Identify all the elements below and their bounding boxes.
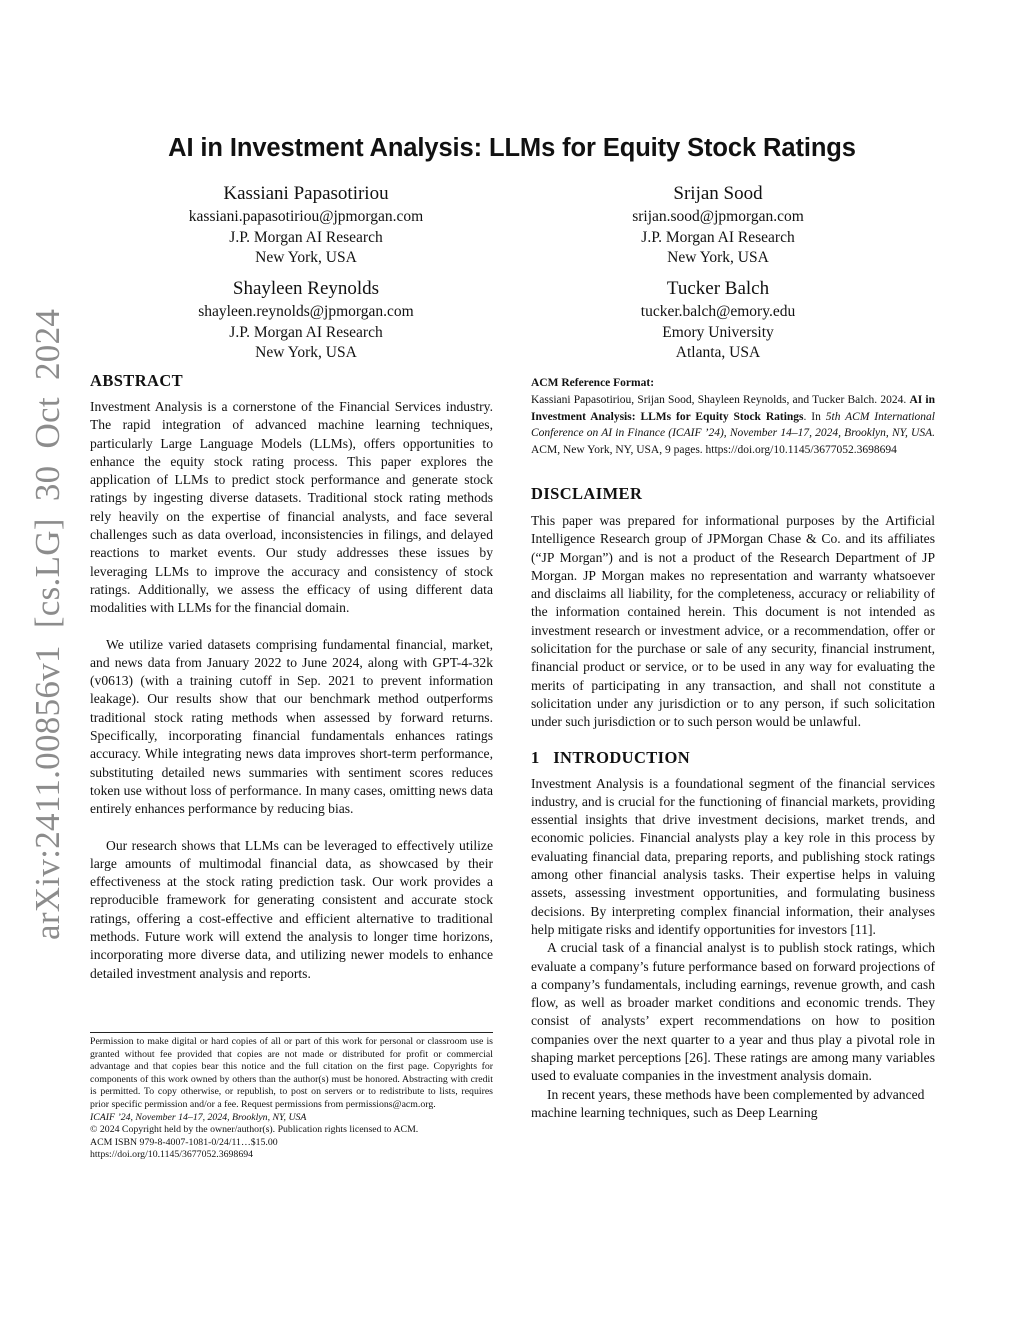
author-name: Srijan Sood <box>673 183 763 204</box>
conference-name: ICAIF ’24, November 14–17, 2024, Brooklyn, NY, USA <box>90 1111 307 1123</box>
abstract-heading: ABSTRACT <box>90 371 184 390</box>
author-block <box>96 277 516 364</box>
abstract-section <box>90 371 493 983</box>
reference-publisher-doi[interactable]: ACM, New York, NY, USA, 9 pages. https://doi.org/10.1145/3677052.3698694 <box>531 444 897 457</box>
reference-title: AI in Investment Analysis: LLMs for Equity Stock Ratings <box>531 393 935 423</box>
conference-line <box>90 1112 493 1125</box>
disclaimer-text: This paper was prepared for informational purposes by the Artificial Intelligence Research group of JPMorgan Chase & Co. and its affiliates (“JP Morgan”) and is not a product of the Research Department of JP Morgan. JP Morgan makes no representation and warranty whatsoever and disclaims all liability, for the completeness, accuracy or reliability of the information contained herein. This document is not intended as investment research or investment advice, or a recommendation, offer or solicitation for the purchase or sale of any security, financial instrument, financial product or service, or to be used in any way for evaluating the merits of participating in any transaction, and shall not constitute a solicitation under any jurisdiction or to any person, if such solicitation under such jurisdiction or to such person would be unlawful. <box>531 512 935 730</box>
abstract-paragraph: Investment Analysis is a cornerstone of the Financial Services industry. The rapid integration of advanced machine learning techniques, particularly Large Language Models (LLMs), offers opportunities to enhance the equity stock rating process. This paper explores the application of LLMs to predict stock performance and generate stock ratings by ingesting diverse datasets. Traditional stock rating methods rely heavily on the expertise of financial analysts, and face several challenges such as data overload, inconsistencies in filings, and delayed reactions to market events. Our study addresses these issues by leveraging LLMs to improve the accuracy and consistency of stock ratings. Additionally, we assess the efficacy of using different data modalities with LLMs for the financial domain. <box>90 399 493 616</box>
author-affiliation: Emory University <box>662 323 774 341</box>
footnote-divider <box>90 1032 493 1033</box>
author-location: New York, USA <box>667 249 769 266</box>
author-block <box>96 182 516 269</box>
author-name: Kassiani Papasotiriou <box>223 183 389 204</box>
author-affiliation: J.P. Morgan AI Research <box>641 228 795 246</box>
author-email[interactable]: kassiani.papasotiriou@jpmorgan.com <box>188 208 424 225</box>
doi-link[interactable]: https://doi.org/10.1145/3677052.3698694 <box>90 1149 254 1161</box>
author-affiliation: J.P. Morgan AI Research <box>229 228 383 246</box>
introduction-paragraph: In recent years, these methods have been complemented by advanced machine learning techniques, such as Deep Learning <box>531 1086 925 1120</box>
author-location: New York, USA <box>255 249 357 266</box>
reference-in: . In <box>803 410 821 423</box>
isbn-line: ACM ISBN 979-8-4007-1081-0/24/11…$15.00 <box>90 1136 278 1148</box>
abstract-paragraph: Our research shows that LLMs can be leveraged to effectively utilize large amounts of multimodal financial data, as showcased by their effectiveness at the stock rating prediction task. Our work provides a reproducible framework for generating consistent and accurate stock ratings, offering a cost-effective and efficient alternative to traditional methods. Future work will extend the analysis to longer time horizons, incorporating more diverse data, and utilizing newer models to enhance detailed investment analysis and reports. <box>90 837 493 981</box>
acm-reference-format <box>531 375 935 459</box>
author-email[interactable]: tucker.balch@emory.edu <box>640 303 796 320</box>
author-block <box>508 277 928 364</box>
footnote <box>90 1036 493 1162</box>
permission-notice: Permission to make digital or hard copies of all or part of this work for personal or classroom use is granted without fee provided that copies are not made or distributed for profit or commercial advantage and that copies bear this notice and the full citation on the first page. Copyrights for components of this work owned by others than the author(s) must be honored. Abstracting with credit is permitted. To copy otherwise, or republish, to post on servers or to redistribute to lists, requires prior specific permission and/or a fee. Request permissions from permissions@acm.org. <box>90 1036 493 1110</box>
copyright-line: © 2024 Copyright held by the owner/author(s). Publication rights licensed to ACM. <box>90 1124 419 1136</box>
acm-reference-heading: ACM Reference Format: <box>531 377 655 389</box>
arxiv-identifier-stamp: arXiv:2411.00856v1 [cs.LG] 30 Oct 2024 <box>28 308 67 940</box>
introduction-paragraph: Investment Analysis is a foundational segment of the financial services industry, and is crucial for the functioning of financial markets, providing essential insights that drive investment decisions, market trends, and economic policies. Financial analysts play a key role in this process by evaluating financial data, preparing reports, and publishing stock ratings among other financial analysis tasks. Their expertise helps in valuing assets, assessing investment opportunities, and formulating business decisions. By interpreting complex financial information, their analyses help mitigate risks and identify opportunities for investors [11]. <box>531 775 935 937</box>
author-email[interactable]: srijan.sood@jpmorgan.com <box>632 208 804 225</box>
reference-authors: Kassiani Papasotiriou, Srijan Sood, Shayleen Reynolds, and Tucker Balch. 2024. <box>531 393 907 406</box>
introduction-paragraph: A crucial task of a financial analyst is to publish stock ratings, which evaluate a company’s future performance based on forward projections of a company’s fundamentals, including earnings, revenue growth, and cash flow, as well as broader market conditions and economic trends. They consist of analysts’ expert recommendations on how to position companies over the next quarter to a year and thus play a pivotal role in shaping market perceptions [26]. These ratings are among many variables used to evaluate companies in the investment analysis domain. <box>531 940 935 1084</box>
author-affiliation: J.P. Morgan AI Research <box>229 323 383 341</box>
author-name: Shayleen Reynolds <box>232 278 380 299</box>
author-name: Tucker Balch <box>666 278 770 299</box>
author-location: Atlanta, USA <box>675 344 761 361</box>
reference-venue: 5th ACM International Conference on AI in Finance (ICAIF ’24), November 14–17, 2024, Brooklyn, NY, USA. <box>531 410 935 440</box>
introduction-heading: 1 INTRODUCTION <box>531 747 691 767</box>
right-column <box>531 375 935 1122</box>
disclaimer-heading: DISCLAIMER <box>531 483 643 503</box>
paper-title: AI in Investment Analysis: LLMs for Equity Stock Ratings <box>168 134 856 162</box>
author-email[interactable]: shayleen.reynolds@jpmorgan.com <box>198 303 414 320</box>
author-location: New York, USA <box>255 344 357 361</box>
abstract-paragraph: We utilize varied datasets comprising fundamental financial, market, and news data from January 2022 to June 2024, along with GPT-4-32k (v0613) (with a training cutoff in Sep. 2021 to prevent information leakage). Our results show that our benchmark method outperforms traditional stock rating methods when assessed by forward returns. Specifically, incorporating financial fundamentals enhances ratings accuracy. While integrating news data improves short-term performance, substituting detailed news summaries with sentiment scores reduces token use without loss of performance. In many cases, omitting news data entirely enhances performance by reducing bias. <box>90 636 493 817</box>
author-block <box>508 182 928 269</box>
